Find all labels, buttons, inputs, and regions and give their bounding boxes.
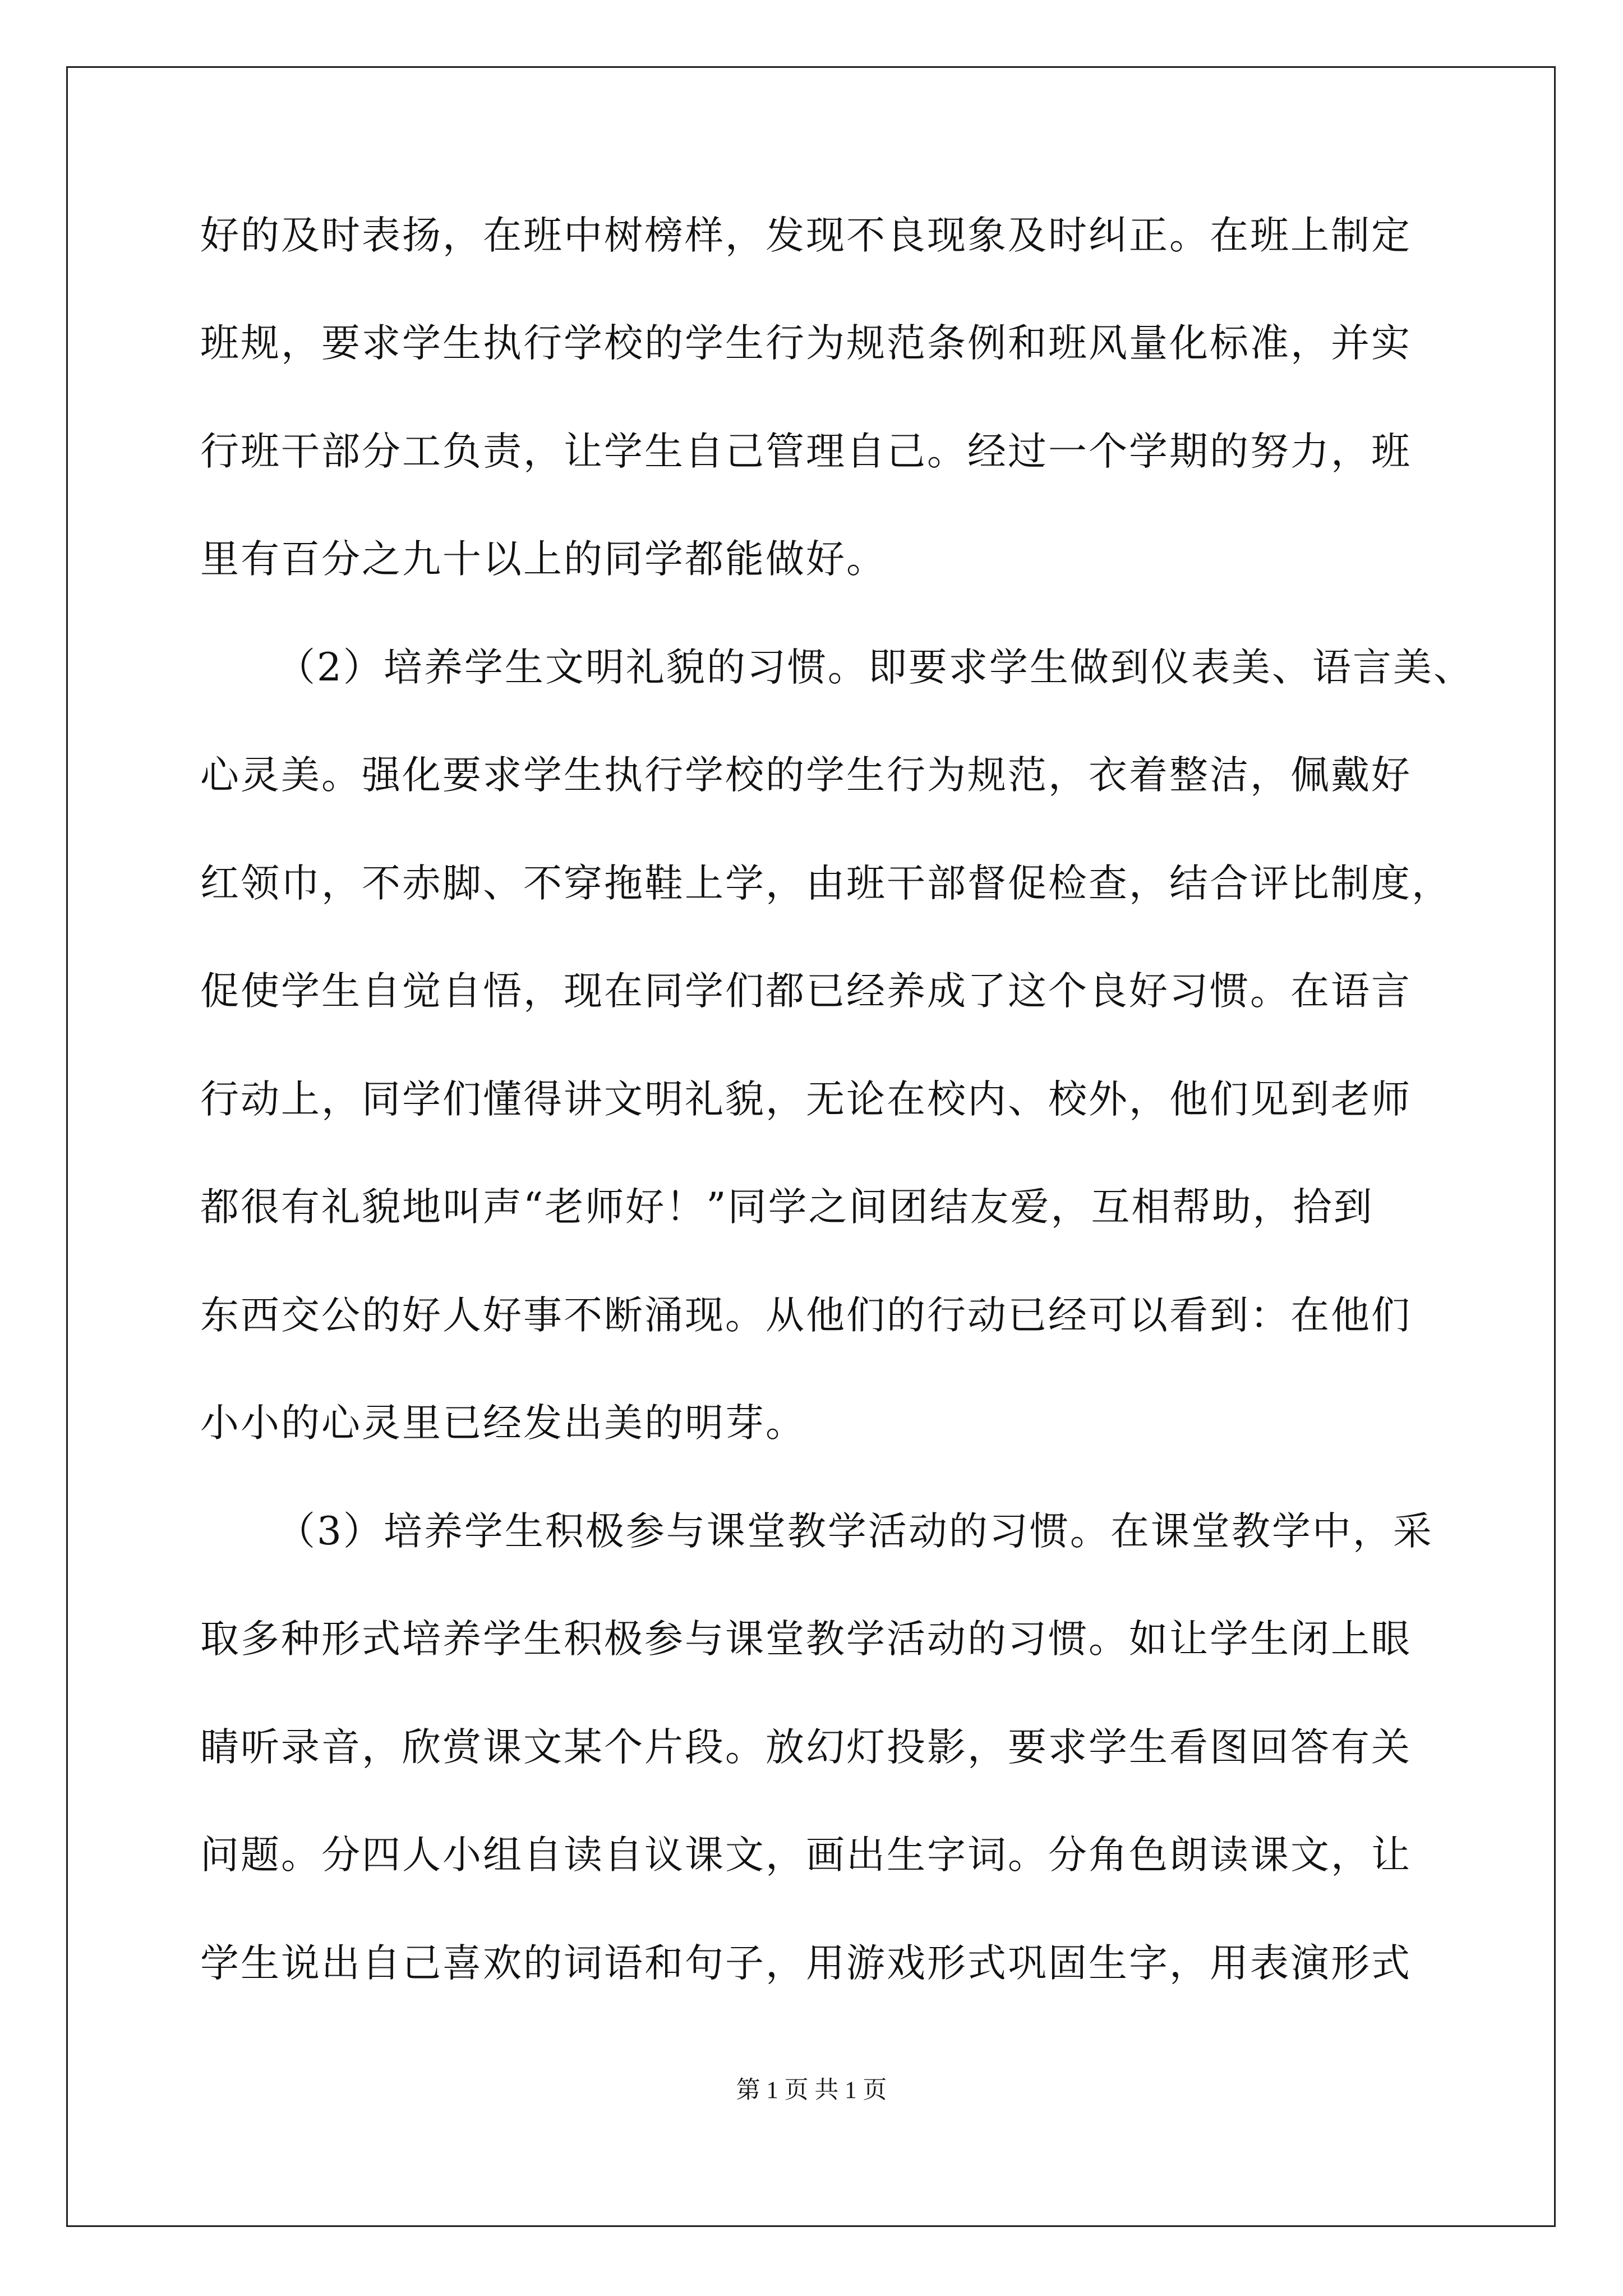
- text-line: 问题。分四人小组自读自议课文，画出生字词。分角色朗读课文，让: [200, 1833, 1412, 1878]
- text-line: 班规，要求学生执行学校的学生行为规范条例和班风量化标准，并实: [200, 321, 1412, 366]
- text-line: 睛听录音，欣赏课文某个片段。放幻灯投影，要求学生看图回答有关: [200, 1725, 1412, 1770]
- text-line: 行班干部分工负责，让学生自己管理自己。经过一个学期的努力，班: [200, 429, 1412, 474]
- text-line: 行动上，同学们懂得讲文明礼貌，无论在校内、校外，他们见到老师: [200, 1077, 1412, 1122]
- page-number-footer: 第 1 页 共 1 页: [736, 2077, 887, 2104]
- text-line: 促使学生自觉自悟，现在同学们都已经养成了这个良好习惯。在语言: [200, 969, 1412, 1014]
- paragraph-start-line: （2）培养学生文明礼貌的习惯。即要求学生做到仪表美、语言美、: [276, 645, 1474, 690]
- text-line: 里有百分之九十以上的同学都能做好。: [200, 537, 887, 582]
- text-line: 学生说出自己喜欢的词语和句子，用游戏形式巩固生字，用表演形式: [200, 1941, 1412, 1986]
- page-border: [66, 66, 1556, 2227]
- text-line: 好的及时表扬，在班中树榜样，发现不良现象及时纠正。在班上制定: [200, 213, 1412, 258]
- text-line: 红领巾，不赤脚、不穿拖鞋上学，由班干部督促检查，结合评比制度，: [200, 861, 1452, 906]
- text-line: 心灵美。强化要求学生执行学校的学生行为规范，衣着整洁，佩戴好: [200, 753, 1412, 798]
- paragraph-start-line: （3）培养学生积极参与课堂教学活动的习惯。在课堂教学中，采: [276, 1509, 1433, 1554]
- text-line: 取多种形式培养学生积极参与课堂教学活动的习惯。如让学生闭上眼: [200, 1617, 1412, 1662]
- text-line: 东西交公的好人好事不断涌现。从他们的行动已经可以看到：在他们: [200, 1293, 1412, 1338]
- text-line: 小小的心灵里已经发出美的明芽。: [200, 1401, 806, 1446]
- text-line: 都很有礼貌地叫声“老师好！”同学之间团结友爱，互相帮助，拾到: [200, 1185, 1374, 1230]
